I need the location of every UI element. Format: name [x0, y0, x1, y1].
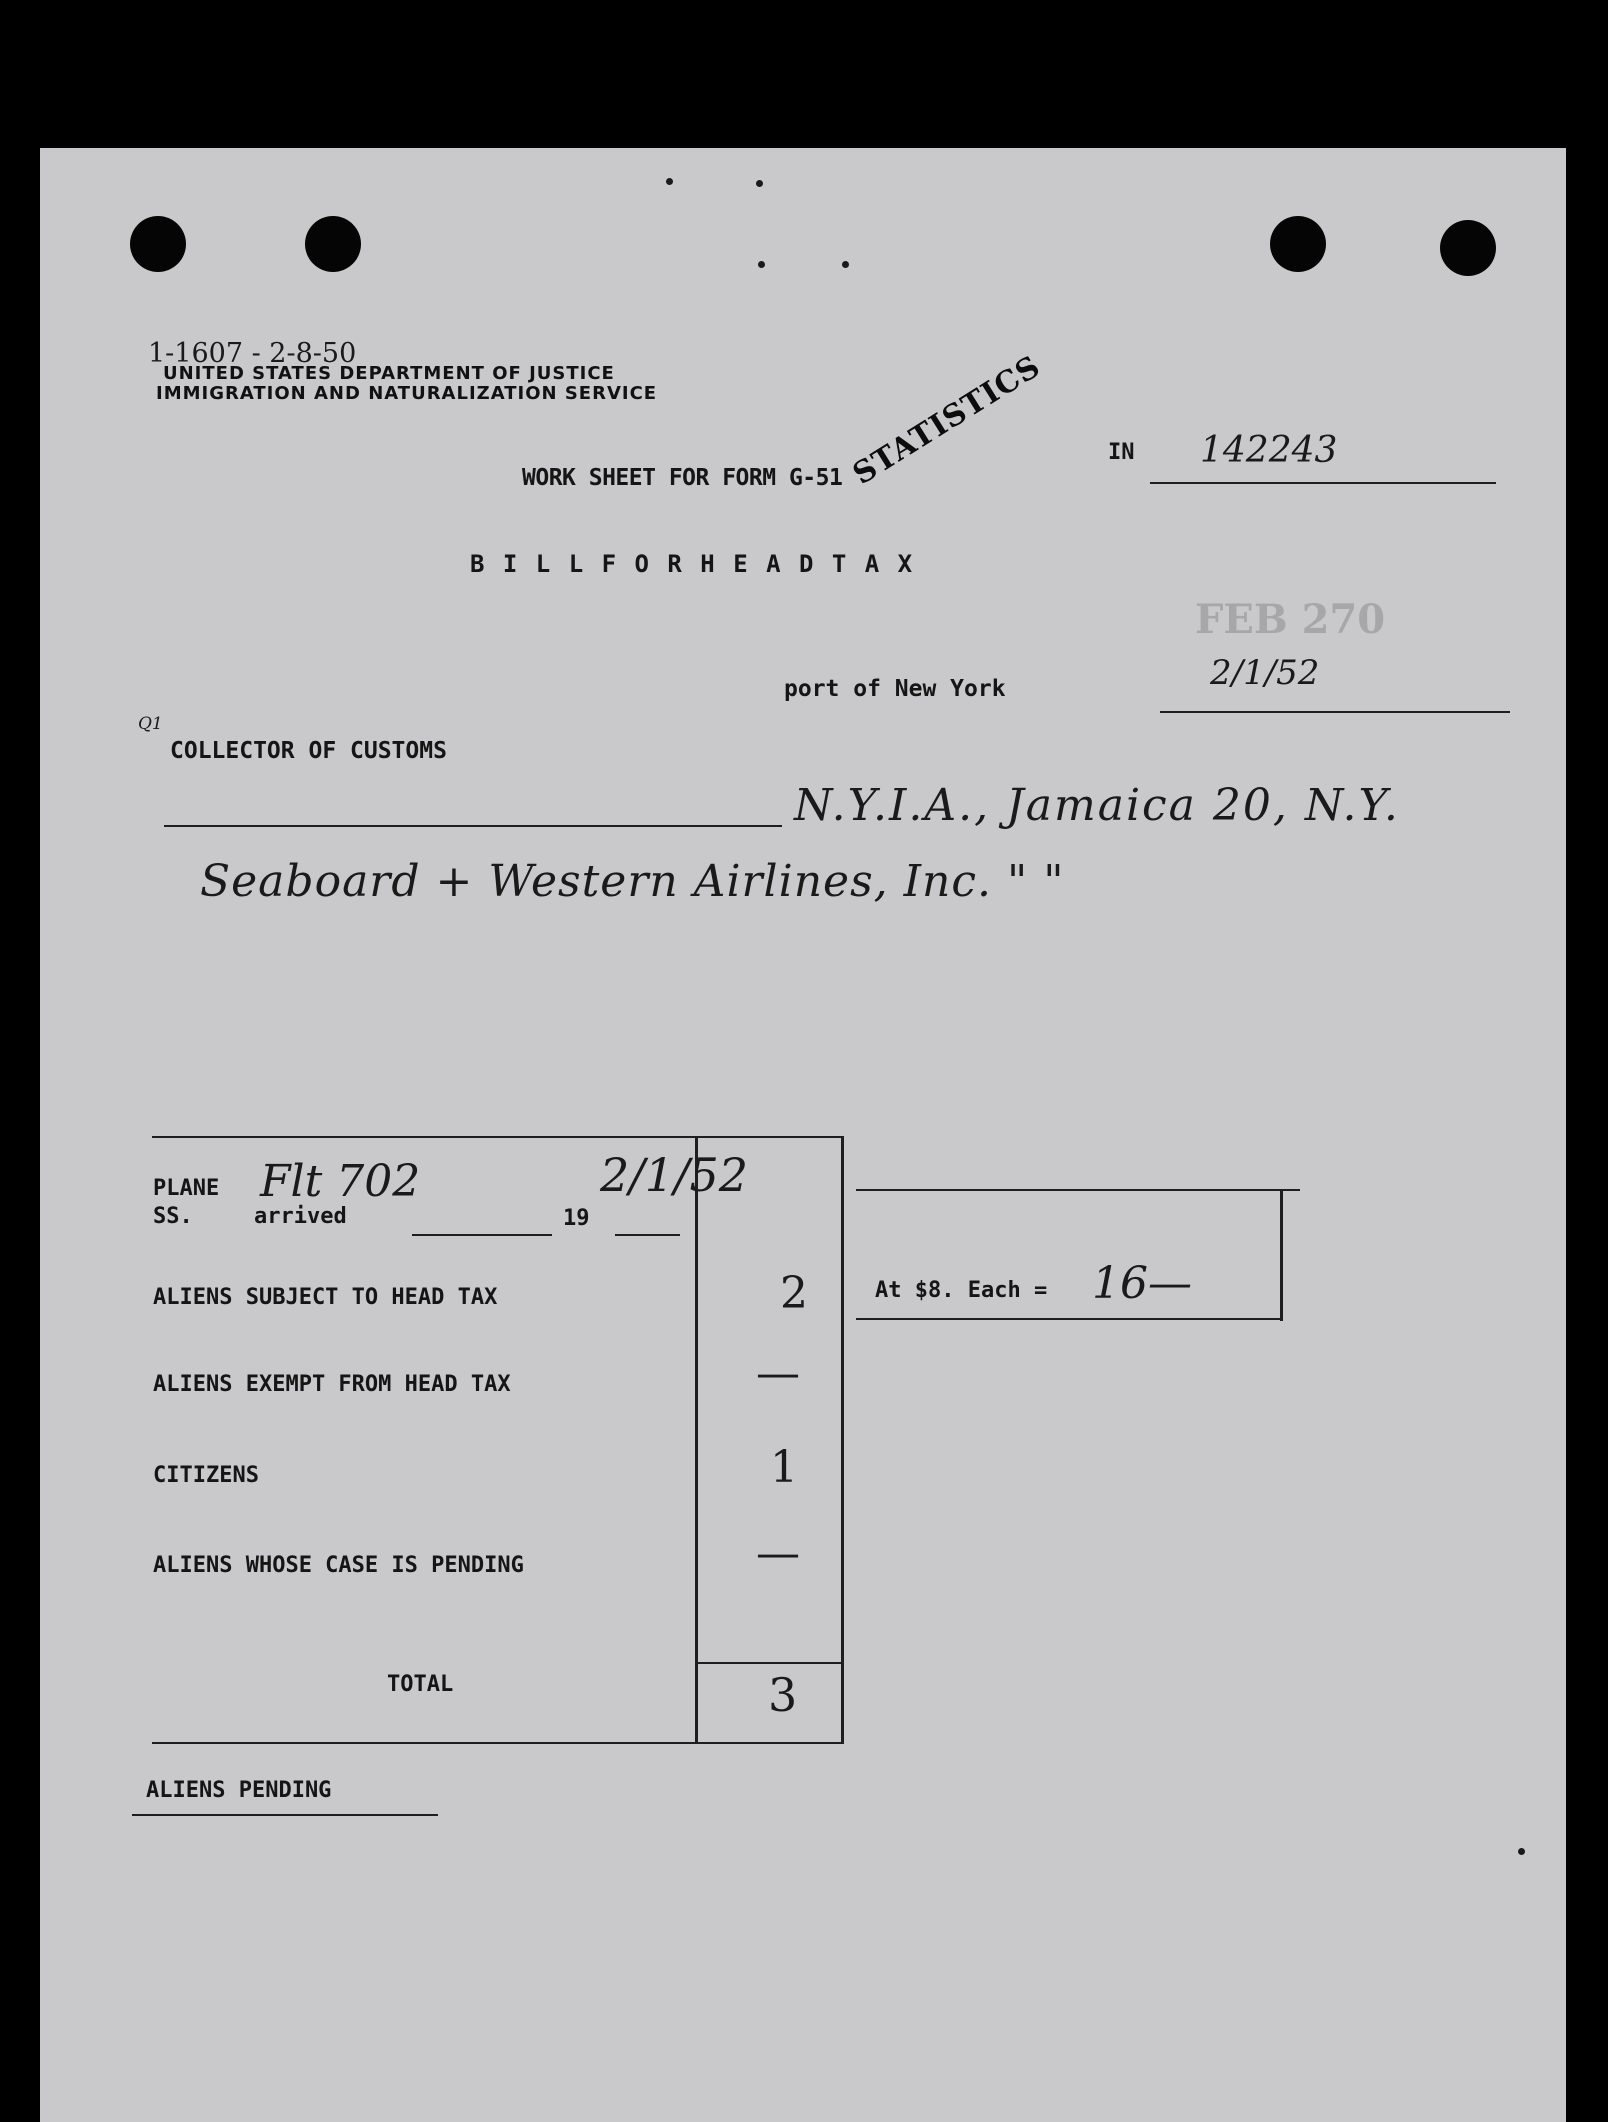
- aliens-pending-label: ALIENS PENDING: [146, 1778, 332, 1803]
- row-value-pending: —: [756, 1528, 800, 1579]
- row-label-exempt: ALIENS EXEMPT FROM HEAD TAX: [153, 1372, 511, 1397]
- rate-label: At $8. Each =: [875, 1278, 1048, 1303]
- rate-box-right: [1280, 1189, 1283, 1321]
- in-number: 142243: [1200, 430, 1338, 471]
- punch-hole: [305, 216, 361, 272]
- carrier-handwritten: Seaboard + Western Airlines, Inc. " ": [200, 856, 1065, 907]
- table-column-divider: [695, 1136, 698, 1744]
- punch-hole: [1270, 216, 1326, 272]
- total-value: 3: [768, 1668, 798, 1722]
- year-prefix: 19: [563, 1206, 590, 1231]
- date-underline: [1160, 711, 1510, 713]
- received-date-stamp: FEB 270: [1195, 596, 1386, 643]
- in-label: IN: [1108, 440, 1135, 465]
- speck: [1518, 1848, 1525, 1855]
- speck: [842, 261, 849, 268]
- row-label-subject: ALIENS SUBJECT TO HEAD TAX: [153, 1285, 498, 1310]
- agency-line-2: IMMIGRATION AND NATURALIZATION SERVICE: [156, 383, 658, 404]
- rate-box-bottom: [856, 1318, 1282, 1320]
- worksheet-title: WORK SHEET FOR FORM G-51: [522, 465, 843, 491]
- ss-label: SS.: [153, 1204, 193, 1229]
- table-bottom-rule: [152, 1742, 844, 1744]
- in-number-underline: [1150, 482, 1496, 484]
- row-value-citizens: 1: [770, 1442, 798, 1493]
- plane-label: PLANE: [153, 1176, 220, 1201]
- addressee-prefix: Q1: [138, 714, 163, 734]
- rate-box-top: [856, 1189, 1300, 1191]
- table-right-border: [841, 1136, 844, 1744]
- rate-amount: 16—: [1092, 1258, 1192, 1309]
- speck: [666, 178, 673, 185]
- statistics-stamp: STATISTICS: [846, 348, 1047, 493]
- year-blank: [615, 1234, 680, 1236]
- document-sheet: [40, 148, 1566, 2122]
- row-value-subject: 2: [780, 1268, 808, 1319]
- row-label-pending: ALIENS WHOSE CASE IS PENDING: [153, 1553, 524, 1578]
- port-label: port of New York: [784, 676, 1006, 702]
- row-value-exempt: —: [756, 1348, 800, 1399]
- addressee: COLLECTOR OF CUSTOMS: [170, 738, 447, 764]
- flight-handwritten: Flt 702: [260, 1156, 421, 1207]
- speck: [758, 261, 765, 268]
- arrival-date-handwritten: 2/1/52: [600, 1148, 749, 1202]
- arrived-blank: [412, 1234, 552, 1236]
- table-top-rule: [152, 1136, 844, 1138]
- punch-hole: [1440, 220, 1496, 276]
- bill-title: B I L L F O R H E A D T A X: [470, 550, 915, 578]
- arrived-label: arrived: [254, 1204, 347, 1229]
- agency-line-1: UNITED STATES DEPARTMENT OF JUSTICE: [163, 363, 615, 384]
- table-total-rule: [697, 1662, 843, 1664]
- speck: [756, 180, 763, 187]
- aliens-pending-underline: [132, 1814, 438, 1816]
- form-code: 1-1607 - 2-8-50: [148, 338, 357, 369]
- location-handwritten: N.Y.I.A., Jamaica 20, N.Y.: [794, 780, 1400, 831]
- punch-hole: [130, 216, 186, 272]
- total-label: TOTAL: [387, 1672, 454, 1697]
- address-line: [164, 825, 782, 827]
- bill-date-handwritten: 2/1/52: [1210, 653, 1320, 693]
- row-label-citizens: CITIZENS: [153, 1463, 259, 1488]
